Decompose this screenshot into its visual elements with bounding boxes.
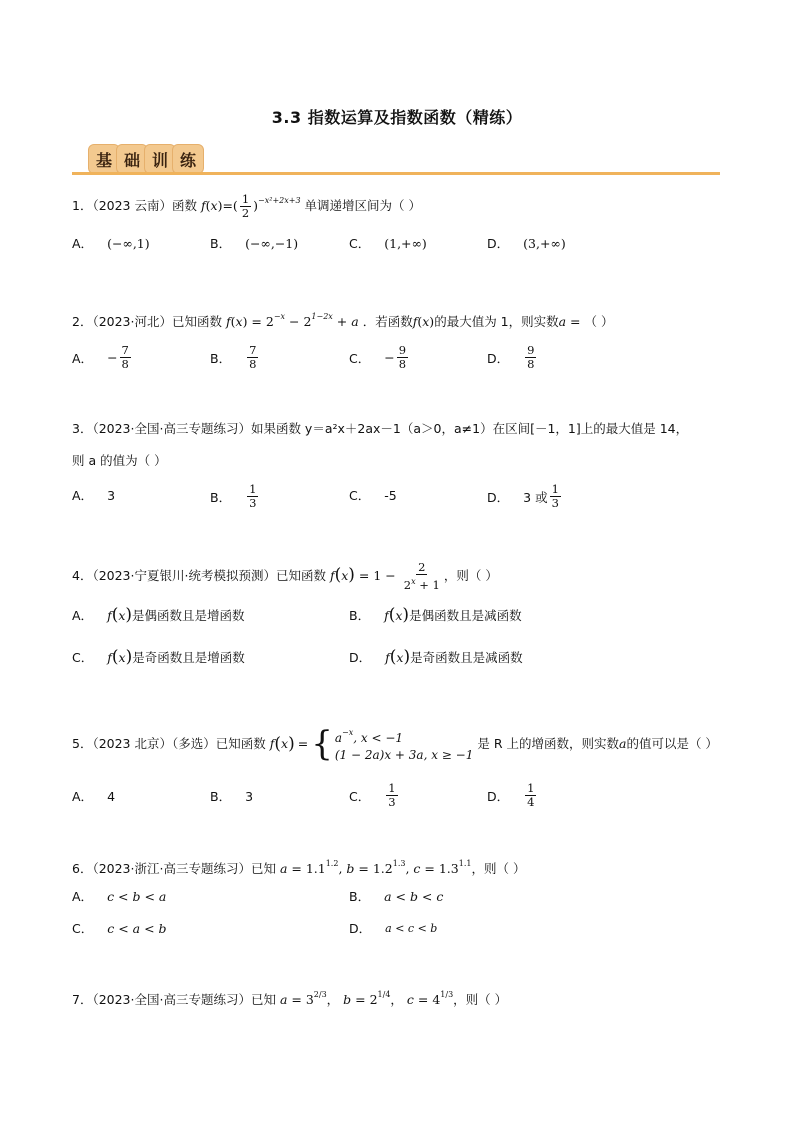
frac-num: 1 (527, 781, 535, 795)
question-stem: 2．（2023·河北）已知函数 (72, 314, 222, 329)
option-text: 是偶函数且是增函数 (132, 608, 245, 623)
option-text: a < b < c (384, 888, 444, 904)
option-letter: B． (349, 889, 371, 904)
frac-den: 4 (527, 795, 535, 809)
question-text: 是 R 上的增函数，则实数 (477, 736, 619, 751)
option-letter: B． (210, 236, 232, 251)
question-tail: （ ） (584, 314, 614, 329)
option-letter: C． (349, 236, 371, 251)
piecewise-formula: { $a^{-x}$, x < −1 (1 − 2a)x + 3a, x ≥ −1 (311, 724, 474, 764)
option-text: 4 (107, 788, 116, 804)
question-tail: ，则（ ） (453, 992, 508, 1007)
option-letter: C． (72, 650, 94, 665)
option-b[interactable] (210, 344, 260, 371)
frac-den: 8 (121, 357, 129, 371)
badge-char: 础 (116, 144, 148, 174)
option-letter: A． (72, 889, 94, 904)
option-letter: D． (349, 921, 372, 936)
option-letter: D． (349, 650, 372, 665)
badge-char: 训 (144, 144, 176, 174)
option-b[interactable] (210, 787, 253, 805)
option-letter: D． (487, 489, 510, 505)
option-text: (3,+∞) (523, 235, 566, 251)
option-text: 是奇函数且是增函数 (132, 650, 245, 665)
option-c[interactable] (72, 919, 167, 937)
question-tail: ，则（ ） (443, 568, 498, 583)
option-c[interactable] (349, 782, 400, 809)
page-title: 3.3 指数运算及指数函数（精练） (271, 108, 523, 127)
option-d[interactable]: D． f ( x ) 是奇函数且是减函数 (349, 647, 523, 667)
question-text: 的最大值为 1，则实数 (434, 314, 559, 329)
frac-den: 8 (249, 357, 257, 371)
frac-num: 1 (249, 482, 257, 496)
option-sign: − (384, 350, 395, 365)
option-d[interactable] (487, 344, 538, 371)
option-letter: D． (487, 236, 510, 251)
option-a[interactable] (72, 486, 115, 504)
option-c[interactable] (349, 486, 397, 504)
option-text: (−∞,1) (107, 235, 150, 251)
badge-char: 练 (172, 144, 204, 174)
badge-char: 基 (88, 144, 120, 174)
option-letter: C． (72, 921, 94, 936)
question-text: ．若函数 (362, 314, 413, 329)
question-4: 4．（2023·宁夏银川·统考模拟预测）已知函数 f(x) = 1 − $\frac{2}{2^x + 1}$ ，则（ ） (72, 560, 498, 592)
option-text: (1,+∞) (384, 235, 427, 251)
frac-den: 8 (527, 357, 535, 371)
frac-num: 9 (527, 343, 535, 357)
option-d[interactable] (349, 919, 437, 937)
option-b[interactable] (210, 234, 298, 252)
option-text: c < a < b (107, 920, 167, 936)
option-letter: B． (210, 350, 232, 366)
frac-num: 9 (398, 343, 407, 357)
question-stem: 5．（2023 北京）（多选）已知函数 (72, 736, 266, 751)
option-a[interactable]: A． f ( x ) 是偶函数且是增函数 (72, 605, 245, 625)
question-tail: ，则（ ） (471, 861, 526, 876)
frac-den: 3 (249, 496, 257, 510)
option-sign: − (107, 350, 118, 365)
question-6: 6．（2023·浙江·高三专题练习）已知 $a = 1.1^{1.2}$, $b = 1.2^{1.3}$, $c = 1.3^{1.1}$，则（ ） (72, 859, 526, 876)
option-letter: B． (349, 608, 371, 623)
question-tail: 的值可以是（ ） (626, 736, 718, 751)
section-divider (72, 172, 720, 175)
question-stem: 4．（2023·宁夏银川·统考模拟预测）已知函数 (72, 568, 326, 583)
option-b[interactable]: B． f ( x ) 是偶函数且是减函数 (349, 605, 522, 625)
question-3-line-1: 3．（2023·全国·高三专题练习）如果函数 y＝a²x＋2ax－1（a＞0，a≠1）在区间[－1，1]上的最大值是 14， (72, 421, 689, 436)
frac-num: 7 (249, 343, 257, 357)
frac-num: 7 (121, 343, 129, 357)
option-letter: D． (487, 350, 510, 366)
option-c[interactable] (349, 344, 410, 371)
option-text: 3 或 (523, 489, 548, 505)
question-stem: 1．（2023 云南）函数 (72, 198, 197, 213)
question-5: 5．（2023 北京）（多选）已知函数 f ( x ) = { $a^{-x}$, x < −1 (1 − 2a)x + 3a, x ≥ −1 是 R 上的增函数，则实数 a 的值可以是（ ） (72, 724, 718, 764)
formula: f (200, 198, 206, 213)
frac-den: 3 (388, 795, 396, 809)
option-c[interactable]: C． f ( x ) 是奇函数且是增函数 (72, 647, 245, 667)
option-letter: C． (349, 788, 371, 804)
option-d[interactable] (487, 483, 563, 510)
question-1: 1．（2023 云南）函数 f(x)=( $\frac{1}{2}$ )$^{-x^2+2x+3}$ 单调递增区间为（ ） (72, 192, 422, 220)
option-letter: A． (72, 608, 94, 623)
option-letter: C． (349, 350, 371, 366)
option-a[interactable] (72, 787, 115, 805)
frac-num: 1 (551, 482, 559, 496)
frac-den: 3 (551, 496, 559, 510)
question-stem: 6．（2023·浙江·高三专题练习）已知 (72, 861, 276, 876)
option-letter: D． (487, 788, 510, 804)
option-d[interactable] (487, 782, 538, 809)
option-text: 是偶函数且是减函数 (409, 608, 522, 623)
option-text: 3 (107, 487, 116, 503)
option-letter: B． (210, 789, 232, 804)
option-b[interactable] (210, 483, 260, 510)
option-text: a < c < b (385, 921, 438, 935)
section-badge (88, 144, 200, 174)
option-letter: A． (72, 488, 94, 503)
option-text: c < b < a (107, 888, 167, 904)
question-stem: 7．（2023·全国·高三专题练习）已知 (72, 992, 276, 1007)
option-text: 是奇函数且是减函数 (410, 650, 523, 665)
frac-den: 8 (398, 357, 407, 371)
option-d[interactable] (487, 234, 566, 252)
option-letter: A． (72, 789, 94, 804)
question-3-line-2: 则 a 的值为（ ） (72, 453, 167, 468)
question-7: 7．（2023·全国·高三专题练习）已知 $a = 3^{2/3}$， $b = 2^{1/4}$， $c = 4^{1/3}$，则（ ） (72, 990, 508, 1007)
option-c[interactable] (349, 234, 427, 252)
option-letter: A． (72, 350, 94, 366)
option-text: (−∞,−1) (245, 235, 299, 251)
frac-num: 1 (388, 781, 396, 795)
option-a[interactable] (72, 234, 150, 252)
option-b[interactable] (349, 887, 443, 905)
option-letter: A． (72, 236, 94, 251)
option-a[interactable] (72, 344, 133, 371)
question-tail: 单调递增区间为（ ） (304, 198, 422, 213)
option-a[interactable] (72, 887, 166, 905)
option-text: -5 (384, 487, 397, 503)
option-letter: C． (349, 488, 371, 503)
option-letter: B． (210, 489, 232, 505)
option-text: 3 (245, 788, 254, 804)
question-2: 2．（2023·河北）已知函数 $f(x) = 2^{-x} - 2^{1-2x} + a$ ．若函数f(x)的最大值为 1，则实数a = （ ） (72, 312, 614, 329)
